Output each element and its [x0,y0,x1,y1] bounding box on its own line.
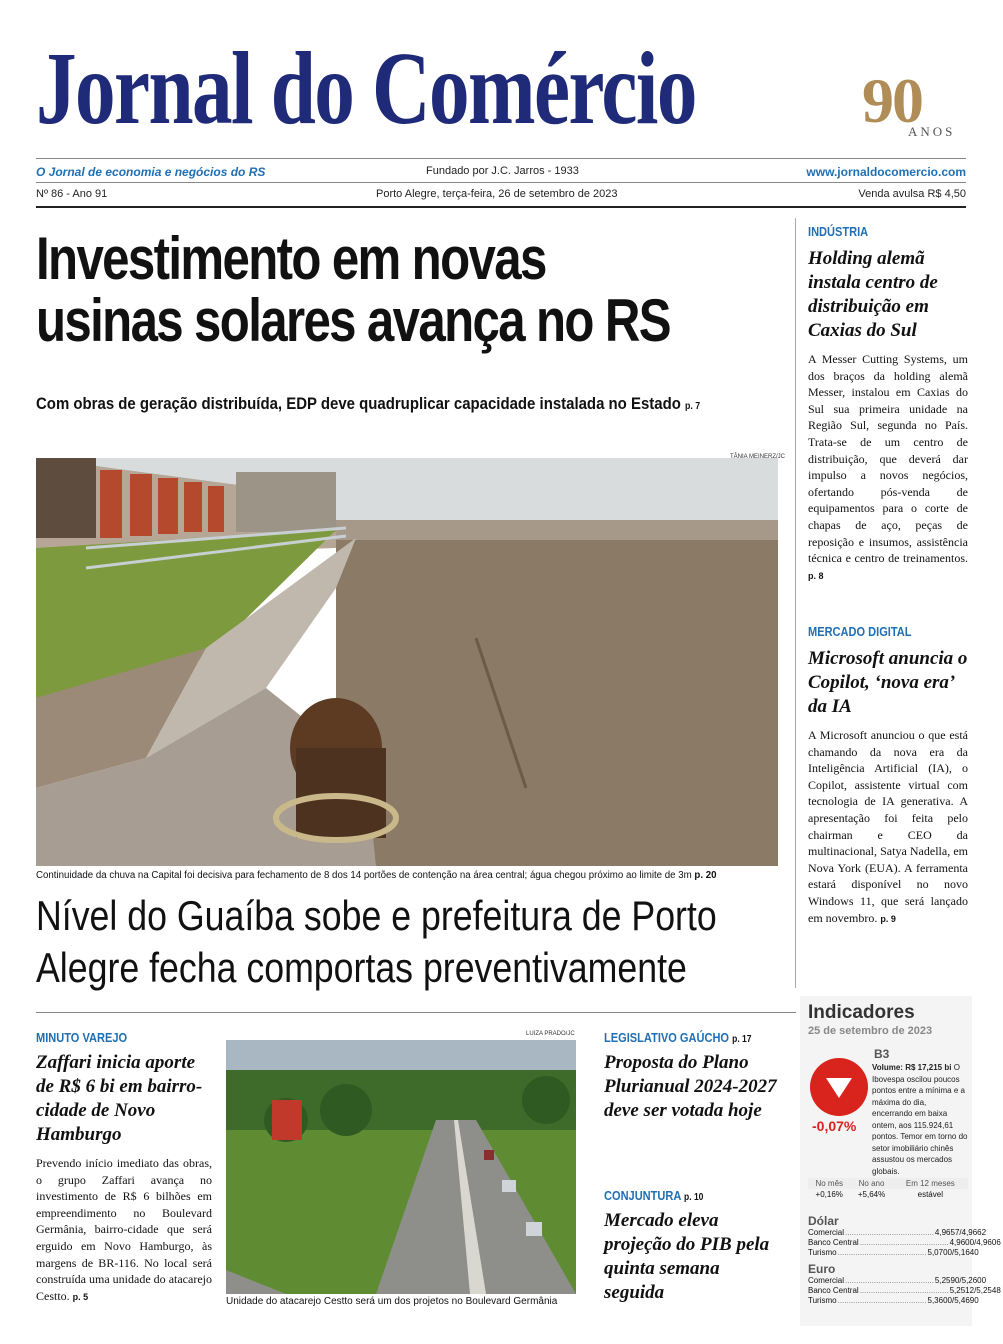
quote-label: Banco Central [808,1286,859,1295]
story-conjuntura-page: p. 10 [684,1192,704,1203]
b3-summary-text: O Ibovespa oscilou poucos pontos entre a mínima e a máxima do dia, encerrando em baixa ontem, aos 115.924,61 pontos. Temor em torno do setor imobiliário chinês assustou os mercados globais. [872,1063,968,1176]
second-headline[interactable] [36,890,717,994]
lead-photo-credit: TÂNIA MEINERZ/JC [730,454,786,460]
lead-headline-line-2: usinas solares avança no RS [36,287,670,354]
lead-photo-caption [36,870,717,881]
quote-value: 5,3600/5,4690 [927,1296,979,1305]
lead-caption-text: Continuidade da chuva na Capital foi decisiva para fechamento de 8 dos 14 portões de contenção na área central; água chegou próximo ao limite de 3m [36,870,692,881]
quote-label: Banco Central [808,1238,859,1247]
quote-label: Turismo [808,1296,837,1305]
bottom-photo-credit: LUIZA PRADO/JC [526,1031,575,1037]
b3-change: -0,07% [812,1118,857,1134]
anniversary-word: ANOS [908,124,956,139]
story-industria-body: A Messer Cutting Systems, um dos braços da holding alemã Messer, instalou em Caxias do Sul sua primeira unidade na Região Sul, segunda no País. Trata-se de um centro de distribuição, que deverá dar impulso a novos negócios, ofertando pós-venda de equipamentos para o corte de chapas de aço, peças de reposição e insumos, assistência técnica e centro de treinamentos. [808,352,968,566]
stats-value: +0,16% [815,1190,843,1199]
stats-header: Em 12 meses [893,1178,968,1189]
stats-value: estável [917,1190,943,1199]
quote-row: Banco Central ........................................ 4,9600/4,9606 [808,1238,1001,1247]
kicker-industria: INDÚSTRIA [808,224,869,239]
founded-line: Fundado por J.C. Jarros - 1933 [426,165,579,177]
anniversary-logo [862,66,962,146]
anniversary-number: 90 [862,65,922,136]
bottom-photo-caption: Unidade do atacarejo Cestto será um dos projetos no Boulevard Germânia [226,1296,558,1307]
story-legislativo-headline: Proposta do Plano Plurianual 2024-2027 deve ser votada hoje [604,1052,777,1121]
tagline: O Jornal de economia e negócios do RS [36,165,266,179]
stats-header: No ano [850,1178,892,1189]
story-legislativo[interactable] [604,1030,784,1123]
story-mercado-digital-headline: Microsoft anuncia o Copilot, ‘nova era’ da IA [808,648,968,717]
b3-volume-label: Volume: [872,1063,903,1072]
quote-value: 5,2512/5,2548 [949,1286,1001,1295]
header-rule-mid [36,182,966,183]
story-mercado-digital-body: A Microsoft anunciou o que está chamando da nova era da Inteligência Artificial (IA), o Copilot, assistente virtual com tecnologia de IA generativa. A apresentação foi feita pelo chairman e CEO da multinacional, Satya Nadella, em Nova York (EUA). A ferramenta estará disponível no novo Windows 11, que será lançado em novembro. [808,728,968,925]
dolar-quotes [808,1214,1001,1258]
quote-label: Comercial [808,1228,845,1237]
lead-headline[interactable] [36,225,670,354]
lead-photo[interactable] [36,458,778,866]
stats-value: +5,64% [857,1190,886,1199]
story-legislativo-page: p. 17 [732,1034,752,1045]
sidebar-story-mercado-digital[interactable] [808,624,968,927]
down-arrow-icon [810,1058,868,1116]
story-minuto-varejo[interactable] [36,1030,212,1305]
harbor-photo-illustration [36,458,778,866]
quote-label: Comercial [808,1276,845,1285]
kicker-conjuntura: CONJUNTURA [604,1188,681,1203]
lead-caption-page: p. 20 [694,870,717,881]
story-mercado-digital-page: p. 9 [880,913,896,924]
quote-value: 4,9600/4,9606 [949,1238,1001,1247]
bottom-photo[interactable] [226,1040,576,1294]
sidebar-story-industria[interactable] [808,224,968,584]
story-conjuntura[interactable] [604,1188,784,1305]
euro-title: Euro [808,1262,836,1276]
story-industria-headline: Holding alemã instala centro de distribuição em Caxias do Sul [808,248,938,341]
price: Venda avulsa R$ 4,50 [858,188,966,200]
highway-photo-illustration [226,1040,576,1294]
website-link[interactable]: www.jornaldocomercio.com [806,165,966,179]
b3-summary [872,1062,968,1177]
quote-value: 5,0700/5,1640 [927,1248,979,1257]
masthead-title[interactable]: Jornal do Comércio [36,31,696,146]
b3-label: B3 [874,1047,890,1061]
lead-subhead [36,394,700,414]
header-rule-bottom [36,206,966,208]
quote-value: 4,9657/4,9662 [934,1228,987,1237]
kicker-legislativo: LEGISLATIVO GAÚCHO [604,1030,730,1045]
quote-row: Banco Central ........................................ 5,2512/5,2548 [808,1286,1001,1295]
b3-stats-table [808,1178,968,1200]
dateline: Porto Alegre, terça-feira, 26 de setembro de 2023 [376,188,618,200]
dolar-title: Dólar [808,1214,839,1228]
quote-row: Comercial ........................................ 4,9657/4,9662 [808,1228,987,1237]
b3-volume: R$ 17,215 bi [905,1063,952,1072]
sidebar-divider [795,218,796,988]
quote-row: Turismo ........................................ 5,3600/5,4690 [808,1296,979,1305]
kicker-minuto-varejo: MINUTO VAREJO [36,1030,128,1045]
lead-subhead-page: p. 7 [685,401,701,412]
quote-row: Comercial ........................................ 5,2590/5,2600 [808,1276,987,1285]
quote-value: 5,2590/5,2600 [934,1276,987,1285]
second-headline-line-1: Nível do Guaíba sobe e prefeitura de Porto [36,892,717,939]
quote-label: Turismo [808,1248,837,1257]
edition-number: Nº 86 - Ano 91 [36,188,108,200]
quote-row: Turismo ........................................ 5,0700/5,1640 [808,1248,979,1257]
stats-header: No mês [808,1178,850,1189]
lead-headline-line-1: Investimento em novas [36,225,546,292]
bottom-rule [36,1012,796,1013]
lead-subhead-text: Com obras de geração distribuída, EDP deve quadruplicar capacidade instalada no Estado [36,394,681,413]
second-headline-line-2: Alegre fecha comportas preventivamente [36,944,687,991]
indicators-date: 25 de setembro de 2023 [808,1025,933,1037]
story-minuto-varejo-page: p. 5 [72,1291,89,1302]
header-rule-top [36,158,966,159]
kicker-mercado-digital: MERCADO DIGITAL [808,624,912,639]
indicators-title: Indicadores [808,1002,915,1023]
euro-quotes [808,1262,1001,1306]
story-minuto-varejo-body: Prevendo início imediato das obras, o grupo Zaffari avança no investimento de R$ 6 bilhões em empreendimento no Boulevard Germânia, bairro-cidade que será erguido em Novo Hamburgo, às margens de BR-116. No local será construída uma unidade do atacarejo Cestto. [36,1156,212,1303]
story-industria-page: p. 8 [808,570,824,581]
story-conjuntura-headline: Mercado eleva projeção do PIB pela quinta semana seguida [604,1210,770,1303]
story-minuto-varejo-headline: Zaffari inicia aporte de R$ 6 bi em bairro-cidade de Novo Hamburgo [36,1052,203,1145]
